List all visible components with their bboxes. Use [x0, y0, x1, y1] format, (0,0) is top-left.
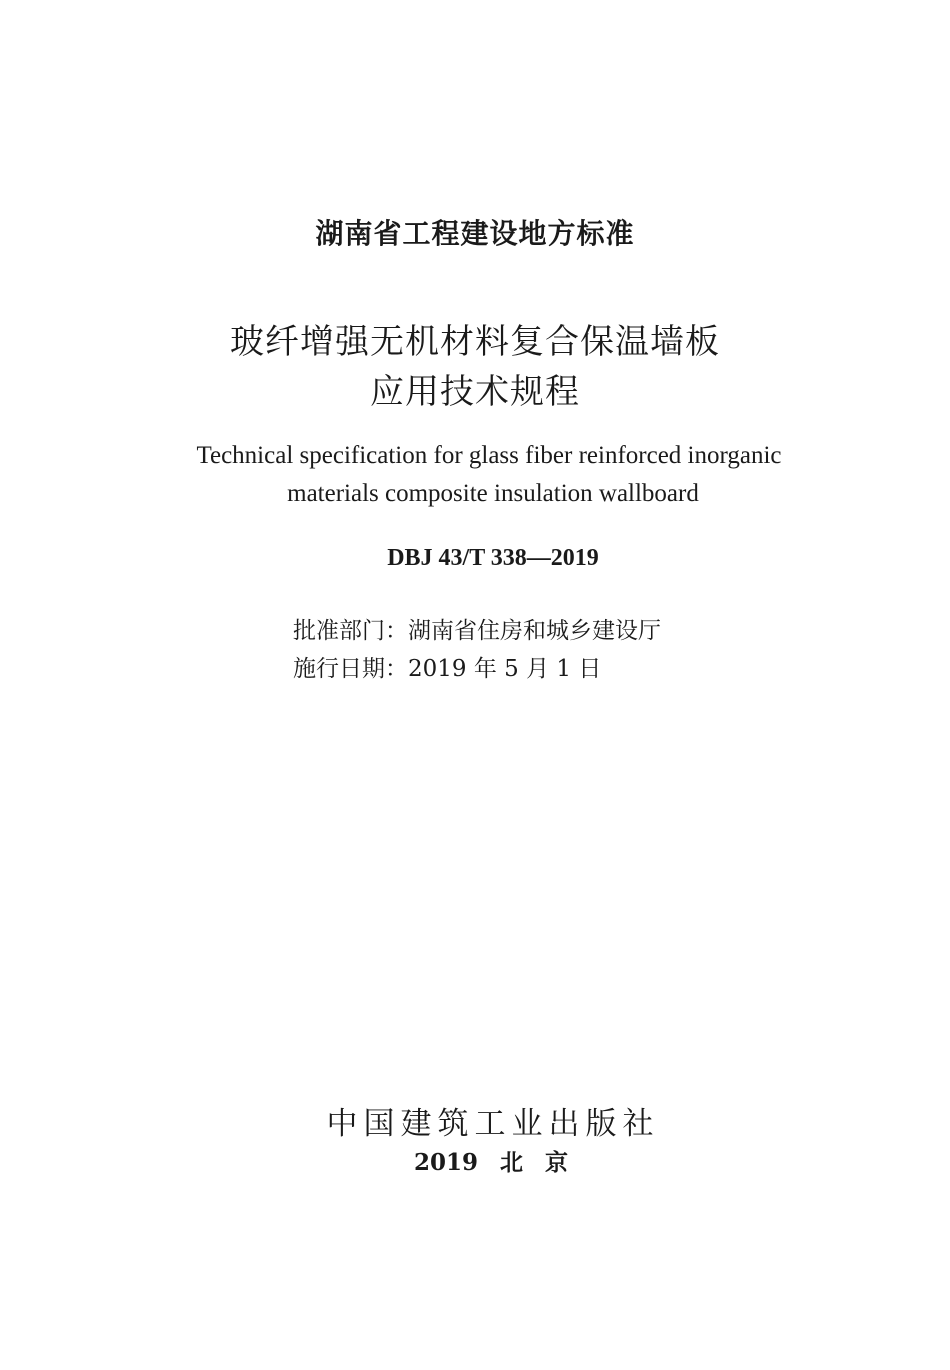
approval-label: 批准部门： — [293, 618, 408, 644]
title-cn-line-1: 玻纤增强无机材料复合保温墙板 — [230, 322, 720, 362]
publish-year-place: 2019 北 京 — [413, 1149, 569, 1176]
approval-department — [293, 612, 661, 645]
effective-date — [293, 650, 601, 683]
effective-value: 2019 年 5 月 1 日 — [408, 656, 602, 682]
publisher-name: 中国建筑工业出版社 — [326, 1106, 660, 1142]
approval-value: 湖南省住房和城乡建设厅 — [408, 618, 661, 644]
title-en-line-1: Technical specification for glass fiber reinforced inorganic — [196, 442, 782, 469]
title-cn-line-2: 应用技术规程 — [370, 372, 580, 412]
title-en-line-2: materials composite insulation wallboard — [287, 480, 699, 507]
effective-label: 施行日期： — [293, 656, 408, 682]
standard-code: DBJ 43/T 338—2019 — [387, 545, 599, 571]
standard-series-heading: 湖南省工程建设地方标准 — [315, 217, 635, 250]
